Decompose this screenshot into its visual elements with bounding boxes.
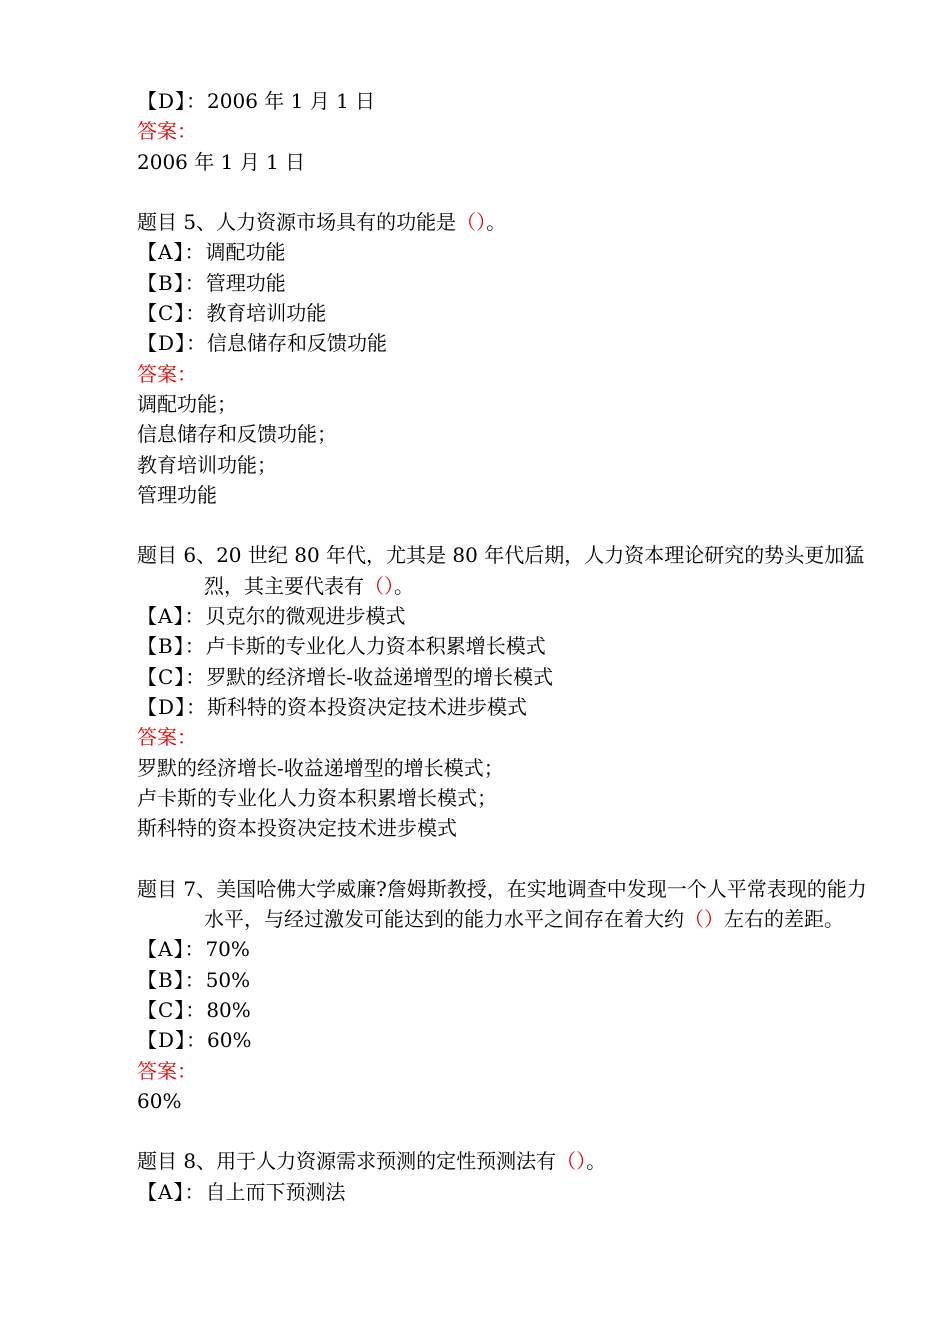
option-text: 信息储存和反馈功能 xyxy=(207,331,388,356)
option-d xyxy=(137,692,867,722)
question-end: 。 xyxy=(586,1149,607,1174)
option-text: 斯科特的资本投资决定技术进步模式 xyxy=(207,694,528,719)
option-tag: 【C】： xyxy=(137,997,207,1022)
question-end: 。 xyxy=(394,573,414,598)
option-tag: 【B】： xyxy=(137,270,206,295)
option-text: 罗默的经济增长-收益递增型的增长模式 xyxy=(206,664,554,689)
answer-line: 60% xyxy=(137,1088,182,1113)
question-text: 题目 7、美国哈佛大学威廉?詹姆斯教授，在实地调查中发现一个人平常表现的能力水平，与经过激发可能达到的能力水平之间存在着大约 xyxy=(137,876,867,932)
option-a xyxy=(137,934,867,964)
answer-line: 信息储存和反馈功能； xyxy=(137,422,337,447)
answer-line: 罗默的经济增长-收益递增型的增长模式； xyxy=(137,755,504,780)
question-7-stem xyxy=(137,874,867,935)
option-text: 70% xyxy=(205,937,250,962)
option-tag: 【C】： xyxy=(137,301,207,326)
option-a xyxy=(137,237,867,267)
spacer xyxy=(137,510,867,540)
option-c xyxy=(137,662,867,692)
question-end: 左右的差距。 xyxy=(724,907,844,932)
answer-label: 答案： xyxy=(137,725,197,750)
option-text: 50% xyxy=(205,967,251,992)
option-tag: 【A】： xyxy=(137,1179,206,1204)
option-tag: 【B】： xyxy=(137,967,206,992)
option-tag: 【A】： xyxy=(137,604,206,629)
answer-blank: （） xyxy=(556,1149,587,1174)
option-tag: 【C】： xyxy=(137,664,207,689)
option-c xyxy=(137,298,867,328)
option-d xyxy=(137,1025,867,1055)
answer-line: 教育培训功能； xyxy=(137,452,277,477)
option-tag: 【D】： xyxy=(137,331,208,356)
option-b xyxy=(137,268,867,298)
option-c xyxy=(137,995,867,1025)
option-d xyxy=(137,328,867,358)
answer-line: 斯科特的资本投资决定技术进步模式 xyxy=(137,816,457,841)
answer-blank: （） xyxy=(456,210,487,235)
question-end: 。 xyxy=(486,210,507,235)
question-text: 题目 5、人力资源市场具有的功能是 xyxy=(137,210,457,235)
option-d xyxy=(137,86,867,116)
option-text: 卢卡斯的专业化人力资本积累增长模式 xyxy=(205,634,546,659)
option-text: 60% xyxy=(207,1028,252,1053)
option-a xyxy=(137,1177,867,1207)
answer-label: 答案： xyxy=(137,361,197,386)
option-text: 教育培训功能 xyxy=(206,301,327,326)
option-tag: 【D】： xyxy=(137,694,208,719)
option-b xyxy=(137,631,867,661)
option-tag: 【B】： xyxy=(137,634,206,659)
document-page xyxy=(137,86,867,1207)
option-text: 调配功能 xyxy=(205,240,286,265)
answer-blank: （） xyxy=(684,907,724,932)
option-tag: 【A】： xyxy=(137,937,206,962)
option-b xyxy=(137,965,867,995)
option-tag: 【A】： xyxy=(137,240,206,265)
answer-label: 答案： xyxy=(137,1058,197,1083)
spacer xyxy=(137,843,867,873)
question-8-stem xyxy=(137,1146,867,1176)
question-text: 题目 8、用于人力资源需求预测的定性预测法有 xyxy=(137,1149,557,1174)
question-text: 题目 6、20 世纪 80 年代，尤其是 80 年代后期，人力资本理论研究的势头更加猛烈，其主要代表有 xyxy=(137,543,865,598)
option-text: 自上而下预测法 xyxy=(205,1179,346,1204)
option-text: 2006 年 1 月 1 日 xyxy=(207,89,376,113)
spacer xyxy=(137,1116,867,1146)
answer-line: 2006 年 1 月 1 日 xyxy=(137,149,306,174)
question-6-stem xyxy=(137,540,867,601)
answer-blank: （） xyxy=(364,573,394,598)
answer-line: 管理功能 xyxy=(137,482,217,507)
answer-label: 答案： xyxy=(137,119,197,144)
option-text: 80% xyxy=(206,997,251,1022)
answer-line: 卢卡斯的专业化人力资本积累增长模式； xyxy=(137,785,497,810)
option-tag: 【D】： xyxy=(137,1028,208,1053)
spacer xyxy=(137,177,867,207)
answer-line: 调配功能； xyxy=(137,391,237,416)
option-text: 管理功能 xyxy=(205,270,286,295)
question-5-stem xyxy=(137,207,867,237)
option-text: 贝克尔的微观进步模式 xyxy=(205,604,406,629)
option-tag: 【D】： xyxy=(137,89,208,113)
option-a xyxy=(137,601,867,631)
